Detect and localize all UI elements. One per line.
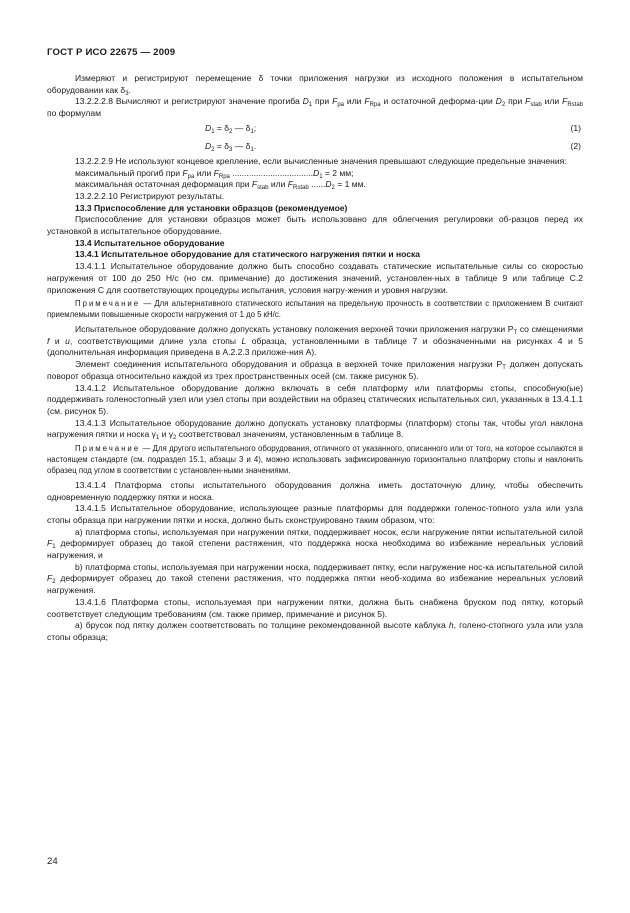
paragraph: 13.2.2.2.9 Не используют концевое крепление, если вычисленные значения превышают следующие предельные значения: (75, 155, 567, 166)
section-heading: 13.4.1 Испытательное оборудование для статического нагружения пятки и носка (75, 249, 421, 260)
formula-1: $D_1 = \delta_2$ — $\delta_1$; (1) (205, 122, 581, 135)
formula-2: $D_2 = \delta_3$ — $\delta_1$. (2) (205, 140, 581, 153)
list-item: b) платформа стопы, используемая при нагружении носка, поддерживает пятку, если нагружение нос-ка испытательной силой $F_2$ деформирует образец до такой степени растяжения, что поддержка пятки необ-ходима во избежание нереальных условий нагружения. (47, 561, 583, 596)
paragraph: 13.4.1.2 Испытательное оборудование должно включать в себя платформу или платформы стопы, способную(ые) поддерживать голеностопный узел или узел стопы при воздействии на образец статических испытательных сил, указанных в 13.4.1.1 (см. рисунок 5). (47, 382, 583, 416)
paragraph: 13.4.1.3 Испытательное оборудование должно допускать установку платформы (платформ) стопы так, чтобы угол наклона нагружения пятки и носка $\gamma_1$ и $\gamma_2$ соответствовал значениям, установленным в таблице 8. (47, 417, 583, 442)
list-item: а) брусок под пятку должен соответствовать по толщине рекомендованной высоте каблука h, голено-стопного узла или узла стопы образца; (47, 620, 583, 642)
note: Примечание — Для альтернативного статического испытания на предельную прочность в соответствии с приложением В считают приемлемыми повышенные скорости нагружения от 1 до 5 кН/с. (47, 299, 583, 320)
paragraph: Приспособление для установки образцов может быть использовано для облегчения регулировки об-разцов перед их установкой в испытательное оборудование. (47, 214, 583, 237)
page-number: 24 (47, 856, 58, 867)
paragraph: 13.2.2.2.8 Вычисляют и регистрируют значение прогиба $D_1$ при $F_{pa}$ или $F_{Rpa}$ и остаточной деформа-ции $D_2$ при $F_{stab}$ или $F_{Rstab}$ по формулам (47, 96, 583, 119)
limit-line: максимальная остаточная деформация при $F_{stab}$ или $F_{Rstab}$ $......D_2 = 1$ мм. (75, 179, 366, 192)
section-heading: 13.3 Приспособление для установки образцов (рекомендуемое) (75, 202, 348, 213)
page-body (47, 73, 583, 644)
paragraph: Элемент соединения испытательного оборудования и образца в верхней точке приложения нагрузки $Р_Т$ должен допускать поворот образца относительно каждой из трех пространственных осей (см. также рисунок 5). (47, 359, 583, 381)
paragraph: 13.4.1.1 Испытательное оборудование должно быть способно создавать статические испытательные силы со скоростью нагружения от 100 до 250 Н/с (но см. примечание) до достижения значений, установлен-ных в таблице 9 или таблице С.2 приложения С для соответствующих процедуры испытания, условия нагру-жения и уровня нагрузки. (47, 261, 583, 295)
formula-number: (2) (570, 140, 581, 151)
list-item: а) платформа стопы, используемая при нагружении пятки, поддерживает носок, если нагружение пятки испытательной силой $F_1$ деформирует образец до такой степени растяжения, что поддержка носка необходима во избежание нереальных условий нагружения, и (47, 526, 583, 561)
note: Примечание — Для другого испытательного оборудования, отличного от указанного, описанного или от того, на которое ссылаются в настоящем стандарте (см. подраздел 15.1, абзацы 3 и 4), можно использовать зафиксированную горизонтально платформу стопы и наклонить образец под углом в соответствии с установлен-ными значениями. (47, 444, 583, 475)
paragraph: 13.2.2.2.10 Регистрируют результаты. (75, 190, 225, 201)
page-header: ГОСТ Р ИСО 22675 — 2009 (47, 47, 176, 58)
paragraph: Измеряют и регистрируют перемещение δ точки приложения нагрузки из исходного положения в испытательном оборудовании как $\delta_3$. (47, 73, 583, 97)
formula-number: (1) (570, 122, 581, 133)
paragraph: 13.4.1.4 Платформа стопы испытательного оборудования должна иметь достаточную длину, чтобы обеспечить одновременную поддержку пятки и носка. (47, 479, 583, 502)
paragraph: Испытательное оборудование должно допускать установку положения верхней точки приложения нагрузки $Р_Т$ со смещениями f и u, соответствующими длине узла стопы L образца, установленными в таблице 7 и обозначенными на рисунках 4 и 5 (дополнительная информация приведена в А.2.2.3 приложе-ния А). (47, 324, 583, 358)
limit-line: максимальный прогиб при $F_{pa}$ или $F_{Rpa}$ $..................................D_1 = 2$ мм; (75, 167, 354, 180)
paragraph: 13.4.1.5 Испытательное оборудование, использующее разные платформы для поддержки голенос-топного узла или узла стопы образца при нагружении пятки и носка, должно быть сконструировано таким образом, что: (47, 503, 583, 525)
section-heading: 13.4 Испытательное оборудование (75, 237, 225, 248)
paragraph: 13.4.1.6 Платформа стопы, используемая при нагружении пятки, должна быть снабжена бруском под пятку, который соответствует следующим требованиям (см. также пример, примечание и рисунок 5). (47, 596, 583, 619)
